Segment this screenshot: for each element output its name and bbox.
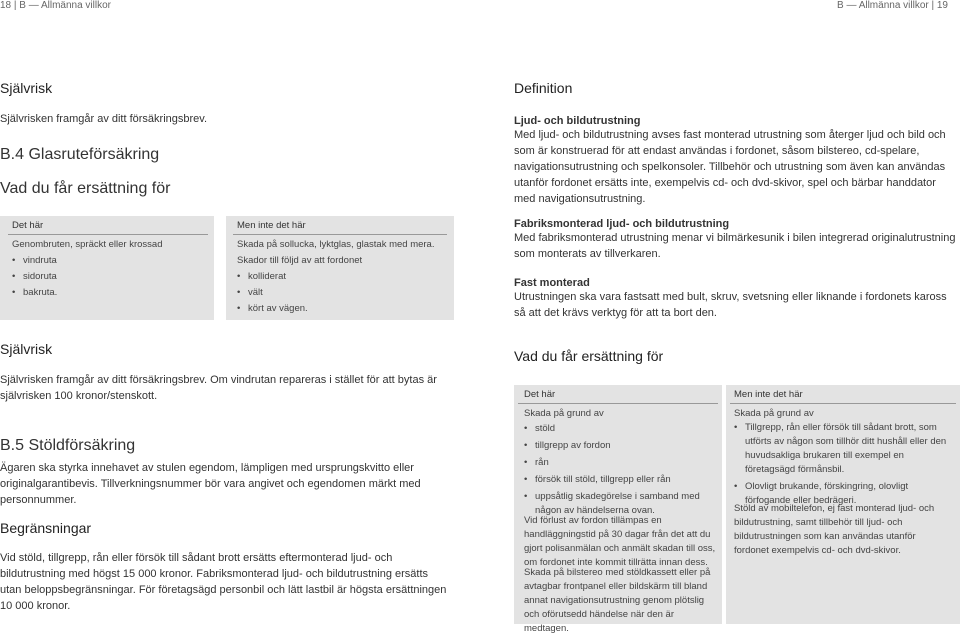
table-divider <box>8 234 208 235</box>
section-title-vad: Vad du får ersättning för <box>514 348 664 364</box>
table-header-excluded: Men inte det här <box>734 389 803 400</box>
excluded-line2: Skador till följd av att fordonet <box>237 255 363 266</box>
section-title-sjalvrisk-2: Självrisk <box>0 341 53 357</box>
def-ljud-title: Ljud- och bildutrustning <box>514 115 641 127</box>
list-item: • vindruta <box>12 254 57 268</box>
table-divider <box>233 234 447 235</box>
begransningar-text: Vid stöld, tillgrepp, rån eller försök till sådant brott ersätts eftermonterad ljud- och bildutrustning med högst 15 000 kronor. Fabriksmonterad ljud- och bildutrustning ersätts utan beloppsbegränsningar. För företagsägd personbil och lätt lastbil är högsta ersättningen 10 000 kronor. <box>0 552 447 612</box>
list-item: • kört av vägen. <box>237 302 308 316</box>
excluded-line1: Skada på sollucka, lyktglas, glastak med mera. <box>237 239 435 250</box>
list-item: • kolliderat <box>237 270 308 284</box>
excluded-note: Stöld av mobiltelefon, ej fast monterad ljud- och bildutrustning, samt tillbehör till ljud- och bildutrustningen som kan användas utanför fordonet exempelvis cd- och dvd-skivor. <box>734 503 935 556</box>
section-subtitle-b4: Vad du får ersättning för <box>0 180 171 197</box>
list-item: • rån <box>524 456 716 470</box>
covered-intro: Genombruten, spräckt eller krossad <box>12 239 163 250</box>
covered-note-2: Skada på bilstereo med stöldkassett eller på avtagbar frontpanel eller bildskärm till bland annat navigationsutrustning genom plötslig och oförutsedd händelse när den är medtagen. <box>524 567 711 634</box>
table-header-covered: Det här <box>12 220 44 231</box>
def-fab-title: Fabriksmonterad ljud- och bildutrustning <box>514 218 730 230</box>
list-item: • Tillgrepp, rån eller försök till sådant brott, som utförts av någon som tillhör ditt hushåll eller den huvudsakliga brukaren till exempel en företagsägd förmånsbil. <box>734 421 952 477</box>
page-header-right: B — Allmänna villkor | 19 <box>837 0 948 11</box>
sjalvrisk-2-text: Självrisken framgår av ditt försäkringsbrev. Om vindrutan repareras i stället för att bytas är självrisken 100 kronor/stenskott. <box>0 374 437 402</box>
list-item: • sidoruta <box>12 270 57 284</box>
list-item: • bakruta. <box>12 286 57 300</box>
covered-note-1: Vid förlust av fordon tillämpas en handläggningstid på 30 dagar från det att du gjort polisanmälan och anmält skadan till oss, om fordonet inte kommit tillrätta innan dess. <box>524 515 716 568</box>
excluded-list <box>237 270 308 316</box>
table-divider <box>518 403 718 404</box>
table-header-covered: Det här <box>524 389 556 400</box>
list-item: • tillgrepp av fordon <box>524 439 716 453</box>
table-header-excluded: Men inte det här <box>237 220 306 231</box>
section-title-definition: Definition <box>514 80 573 96</box>
def-ljud-text: Med ljud- och bildutrustning avses fast monterad utrustning som återger ljud och bild och som är konstruerad för att endast användas i fordonet, såsom bilstereo, cd-spelare, navigationsutrustning och spelkonsoler. Tillbehör och utrustning som även kan användas utanför fordonet ersätts inte, exempelvis cd- och dvd-skivor, spel och bärbar handdator med navigationsutrustning. <box>514 129 946 205</box>
sjalvrisk-text: Självrisken framgår av ditt försäkringsbrev. <box>0 113 208 125</box>
section-title-begransningar: Begränsningar <box>0 520 92 536</box>
def-fab-text: Med fabriksmonterad utrustning menar vi bilmärkesunik i bilen integrerad originalutrustning som monterats av tillverkaren. <box>514 232 956 260</box>
list-item: • försök till stöld, tillgrepp eller rån <box>524 473 716 487</box>
def-fast-text: Utrustningen ska vara fastsatt med bult, skruv, svetsning eller liknande i fordonets kaross så att det krävs verktyg för att ta bort den. <box>514 291 947 319</box>
covered-intro: Skada på grund av <box>524 408 604 419</box>
section-title-b5: B.5 Stöldförsäkring <box>0 437 136 454</box>
page-header-left: 18 | B — Allmänna villkor <box>0 0 111 11</box>
list-item: • uppsåtlig skadegörelse i samband med någon av händelserna ovan. <box>524 490 716 518</box>
section-title-b4: B.4 Glasruteförsäkring <box>0 146 160 163</box>
covered-list <box>12 254 57 300</box>
def-fast-title: Fast monterad <box>514 277 590 289</box>
list-item: • stöld <box>524 422 716 436</box>
b5-text: Ägaren ska styrka innehavet av stulen egendom, lämpligen med ursprungskvitto eller originalgarantibevis. Tillverkningsnummer bör vara angivet och egendomen märkt med personnummer. <box>0 462 421 506</box>
table-divider <box>730 403 956 404</box>
covered-list <box>524 422 716 518</box>
excluded-list <box>734 421 952 508</box>
list-item: • vält <box>237 286 308 300</box>
list-item: • Olovligt brukande, förskingring, olovligt förfogande eller bedrägeri. <box>734 480 952 508</box>
excluded-intro: Skada på grund av <box>734 408 814 419</box>
section-title-sjalvrisk: Självrisk <box>0 80 53 96</box>
